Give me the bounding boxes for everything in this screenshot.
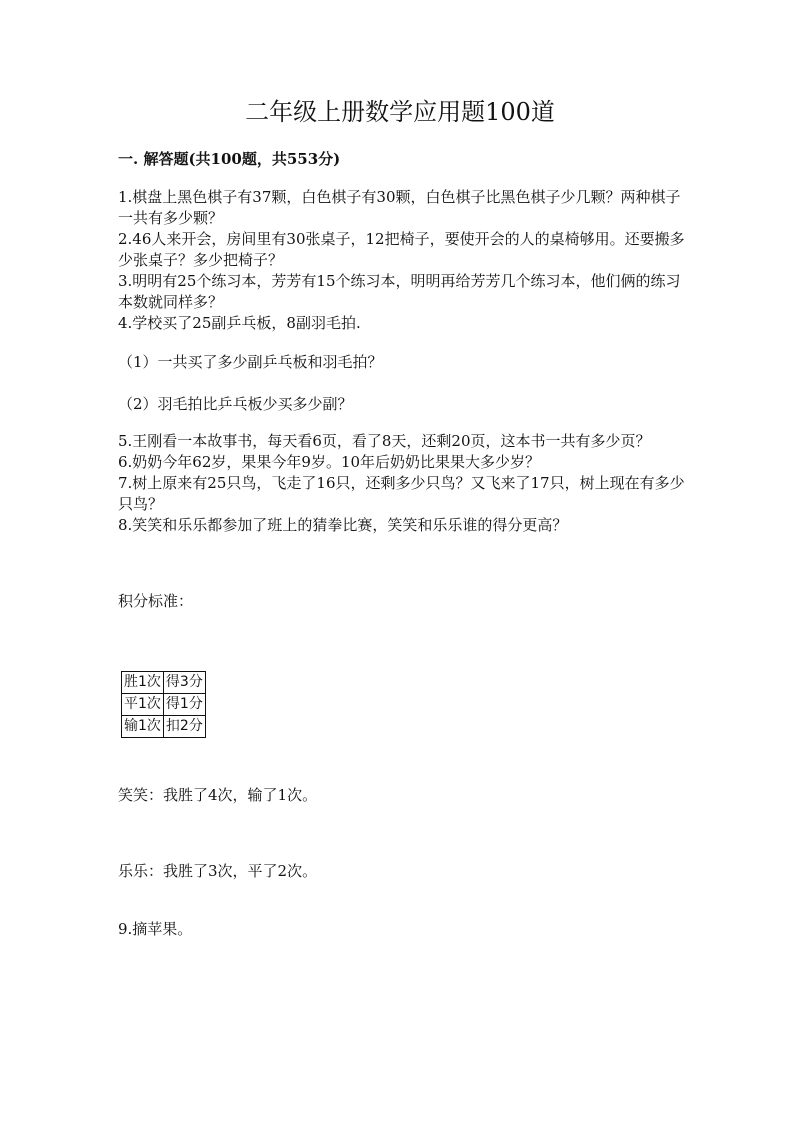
table-row bbox=[122, 694, 206, 716]
page-title: 二年级上册数学应用题100道 bbox=[245, 98, 555, 126]
questions-block-1 bbox=[118, 187, 688, 334]
question-8: 8.笑笑和乐乐都参加了班上的猜拳比赛，笑笑和乐乐谁的得分更高？ bbox=[118, 516, 568, 534]
table-cell: 平1次 bbox=[122, 694, 164, 716]
table-cell: 输1次 bbox=[122, 716, 164, 738]
question-6: 6.奶奶今年62岁，果果今年9岁。10年后奶奶比果果大多少岁？ bbox=[118, 453, 541, 471]
question-7: 7.树上原来有25只鸟，飞走了16只，还剩多少只鸟？又飞来了17只，树上现在有多少只鸟？ bbox=[118, 474, 685, 513]
question-1: 1.棋盘上黑色棋子有37颗，白色棋子有30颗，白色棋子比黑色棋子少几颗？两种棋子一共有多少颗？ bbox=[118, 188, 681, 227]
question-5: 5.王刚看一本故事书，每天看6页，看了8天，还剩20页，这本书一共有多少页？ bbox=[118, 432, 651, 450]
table-cell: 得1分 bbox=[163, 694, 205, 716]
table-cell: 胜1次 bbox=[122, 672, 164, 694]
lele-statement: 乐乐：我胜了3次，平了2次。 bbox=[118, 862, 318, 880]
table-cell: 扣2分 bbox=[163, 716, 205, 738]
questions-block-2 bbox=[118, 431, 688, 536]
table-cell: 得3分 bbox=[163, 672, 205, 694]
table-row bbox=[122, 672, 206, 694]
question-2: 2.46人来开会，房间里有30张桌子，12把椅子，要使开会的人的桌椅够用。还要搬多少张桌子？多少把椅子？ bbox=[118, 230, 685, 269]
table-row bbox=[122, 716, 206, 738]
score-table bbox=[121, 671, 206, 738]
scoring-label: 积分标准： bbox=[118, 592, 194, 610]
xiaoxiao-statement: 笑笑：我胜了4次，输了1次。 bbox=[118, 786, 318, 804]
section-heading: 一. 解答题(共100题，共553分) bbox=[118, 150, 341, 168]
question-9: 9.摘苹果。 bbox=[118, 920, 193, 938]
question-4-sub-1: （1）一共买了多少副乒乓板和羽毛拍？ bbox=[118, 353, 383, 371]
question-4: 4.学校买了25副乒乓板，8副羽毛拍. bbox=[118, 314, 361, 332]
question-3: 3.明明有25个练习本，芳芳有15个练习本，明明再给芳芳几个练习本，他们俩的练习本数就同样多？ bbox=[118, 272, 681, 311]
question-4-sub-2: （2）羽毛拍比乒乓板少买多少副？ bbox=[118, 395, 353, 413]
